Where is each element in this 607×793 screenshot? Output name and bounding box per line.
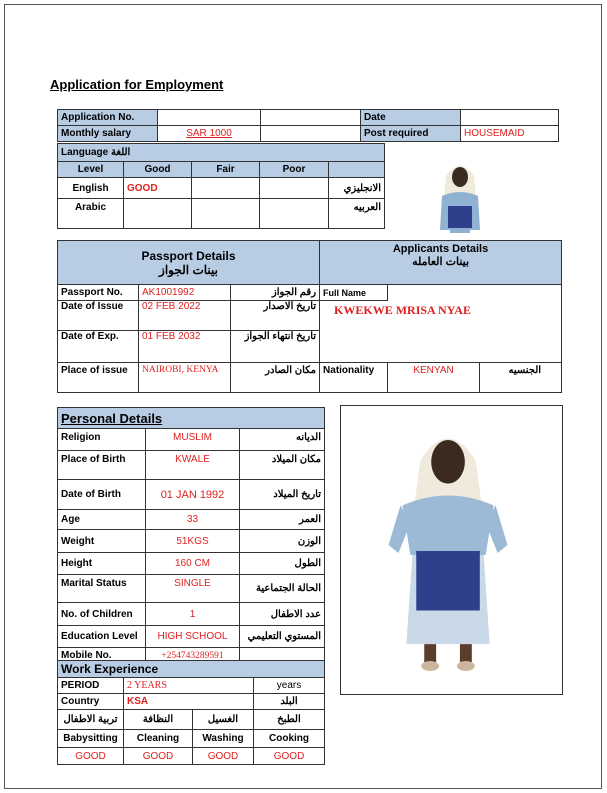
marital-status-label: Marital Status [58,575,146,603]
personal-details-table [57,407,325,664]
date-label: Date [361,110,461,126]
nationality-ar: الجنسيه [480,363,562,393]
date-of-exp-label: Date of Exp. [58,331,139,363]
language-col-blank [329,162,385,178]
nationality-label: Nationality [320,363,388,393]
age-label: Age [58,510,146,530]
country-value: KSA [124,694,254,710]
language-row-arabic: Arabic [58,199,124,229]
date-of-issue-ar: تاريخ الاصدار [231,301,320,331]
age-ar: العمر [240,510,325,530]
marital-status-ar: الحالة الجتماعية [240,575,325,603]
language-arabic-ar: العربيه [329,199,385,229]
mobile-label: Mobile No. [58,648,146,664]
place-of-issue-label: Place of issue [58,363,139,393]
passport-heading-en: Passport Details [141,248,236,263]
height-ar: الطول [240,553,325,575]
skill-ar-cleaning: النظافة [124,710,193,730]
date-of-birth-label: Date of Birth [58,480,146,510]
language-english-fair [192,178,260,199]
language-arabic-fair [192,199,260,229]
post-required-value: HOUSEMAID [461,126,559,142]
post-required-label: Post required [361,126,461,142]
language-english-poor [260,178,329,199]
applicant-heading-en: Applicants Details [392,243,489,255]
work-experience-heading: Work Experience [58,661,325,678]
language-col-poor: Poor [260,162,329,178]
application-no-label: Application No. [58,110,158,126]
monthly-salary-value: SAR 1000 [158,126,261,142]
applicant-photo-large [340,405,563,695]
language-table [57,143,385,229]
language-col-fair: Fair [192,162,260,178]
language-col-level: Level [58,162,124,178]
passport-no-ar: رقم الجواز [231,285,320,301]
period-label: PERIOD [58,678,124,694]
language-row-english: English [58,178,124,199]
full-name-label: Full Name [320,285,388,301]
date-field[interactable] [461,110,559,126]
country-ar: البلد [254,694,325,710]
skill-cooking: Cooking [254,730,325,748]
education-ar: المستوي التعليمي [240,626,325,648]
place-of-issue-ar: مكان الصادر [231,363,320,393]
age-value: 33 [146,510,240,530]
children-label: No. of Children [58,603,146,626]
language-english-good: GOOD [124,178,192,199]
passport-applicant-table [57,240,562,393]
level-cleaning: GOOD [124,748,193,765]
passport-no-label: Passport No. [58,285,139,301]
passport-heading-ar: بينات الجواز [159,262,218,277]
religion-label: Religion [58,429,146,451]
applicant-photo-small [430,158,490,234]
work-experience-table [57,660,325,765]
language-col-good: Good [124,162,192,178]
place-of-issue-value: NAIROBI, KENYA [139,363,231,393]
date-of-birth-ar: تاريخ الميلاد [240,480,325,510]
weight-label: Weight [58,530,146,553]
date-of-issue-label: Date of Issue [58,301,139,331]
spacer-cell [261,126,361,142]
period-ar: years [254,678,325,694]
language-heading: Language اللغة [58,144,385,162]
height-value: 160 CM [146,553,240,575]
full-name-value: KWEKWE MRISA NYAE [320,301,562,363]
nationality-value: KENYAN [388,363,480,393]
education-label: Education Level [58,626,146,648]
full-name-blank [388,285,562,301]
date-of-birth-value: 01 JAN 1992 [146,480,240,510]
place-of-birth-ar: مكان الميلاد [240,451,325,480]
date-of-issue-value: 02 FEB 2022 [139,301,231,331]
weight-value: 51KGS [146,530,240,553]
applicant-heading-ar: بينات العامله [412,256,470,268]
place-of-birth-label: Place of Birth [58,451,146,480]
skill-ar-washing: الغسيل [193,710,254,730]
children-ar: عدد الاطفال [240,603,325,626]
date-of-exp-ar: تاريخ انتهاء الجواز [231,331,320,363]
skill-ar-cooking: الطبخ [254,710,325,730]
form-title: Application for Employment [50,77,224,92]
language-english-ar: الانجليزي [329,178,385,199]
marital-status-value: SINGLE [146,575,240,603]
skill-ar-babysitting: تربية الاطفال [58,710,124,730]
skill-babysitting: Babysitting [58,730,124,748]
monthly-salary-label: Monthly salary [58,126,158,142]
top-info-table [57,109,559,142]
level-babysitting: GOOD [58,748,124,765]
passport-no-value: AK1001992 [139,285,231,301]
religion-ar: الديانه [240,429,325,451]
passport-heading [58,241,320,285]
period-value: 2 YEARS [124,678,254,694]
level-cooking: GOOD [254,748,325,765]
mobile-value: +254743289591 [146,648,240,664]
country-label: Country [58,694,124,710]
weight-ar: الوزن [240,530,325,553]
language-arabic-good [124,199,192,229]
height-label: Height [58,553,146,575]
date-of-exp-value: 01 FEB 2032 [139,331,231,363]
religion-value: MUSLIM [146,429,240,451]
language-arabic-poor [260,199,329,229]
spacer-cell [261,110,361,126]
skill-cleaning: Cleaning [124,730,193,748]
applicant-heading [320,241,562,285]
personal-details-heading: Personal Details [58,408,325,429]
children-value: 1 [146,603,240,626]
education-value: HIGH SCHOOL [146,626,240,648]
application-no-field[interactable] [158,110,261,126]
skill-washing: Washing [193,730,254,748]
level-washing: GOOD [193,748,254,765]
place-of-birth-value: KWALE [146,451,240,480]
